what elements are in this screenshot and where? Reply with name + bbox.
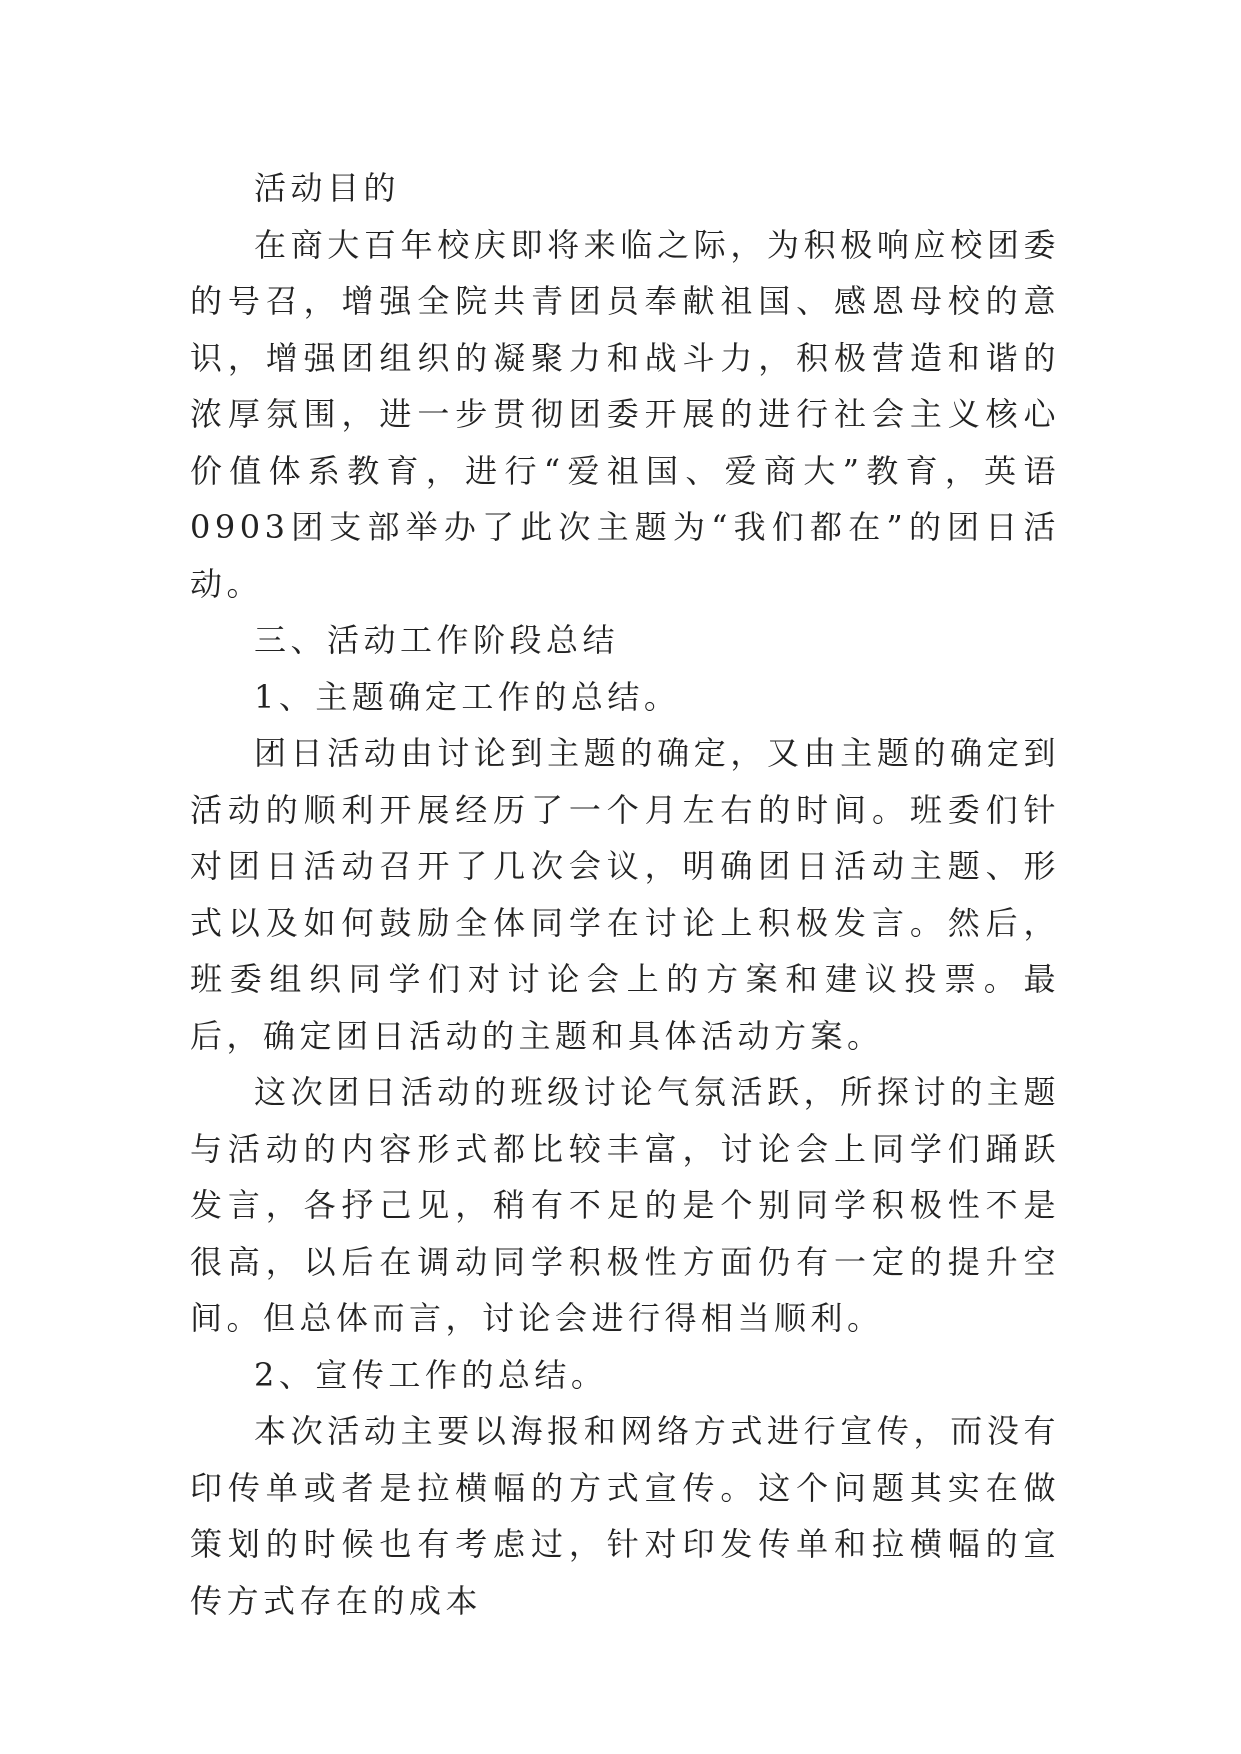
paragraph-theme-process: 团日活动由讨论到主题的确定，又由主题的确定到活动的顺利开展经历了一个月左右的时间。班委们针对团日活动召开了几次会议，明确团日活动主题、形式以及如何鼓励全体同学在讨论上积极发言。然后，班委组织同学们对讨论会上的方案和建议投票。最后，确定团日活动的主题和具体活动方案。 — [190, 734, 1060, 1055]
subheading-publicity-summary: 2、宣传工作的总结。 — [254, 1355, 608, 1394]
document-body — [190, 160, 1060, 1629]
section-heading-activity-purpose: 活动目的 — [254, 169, 401, 207]
paragraph-activity-purpose: 在商大百年校庆即将来临之际，为积极响应校团委的号召，增强全院共青团员奉献祖国、感恩母校的意识，增强团组织的凝聚力和战斗力，积极营造和谐的浓厚氛围，进一步贯彻团委开展的进行社会主义核心价值体系教育，进行“爱祖国、爱商大”教育，英语0903团支部举办了此次主题为“我们都在”的团日活动。 — [190, 225, 1060, 603]
paragraph-publicity-methods: 本次活动主要以海报和网络方式进行宣传，而没有印传单或者是拉横幅的方式宣传。这个问题其实在做策划的时候也有考虑过，针对印发传单和拉横幅的宣传方式存在的成本 — [190, 1412, 1060, 1620]
section-heading-stage-summary: 三、活动工作阶段总结 — [254, 621, 620, 659]
subheading-theme-summary: 1、主题确定工作的总结。 — [254, 677, 681, 716]
paragraph-discussion-atmosphere: 这次团日活动的班级讨论气氛活跃，所探讨的主题与活动的内容形式都比较丰富，讨论会上同学们踊跃发言，各抒己见，稍有不足的是个别同学积极性不是很高，以后在调动同学积极性方面仍有一定的提升空间。但总体而言，讨论会进行得相当顺利。 — [190, 1073, 1060, 1337]
